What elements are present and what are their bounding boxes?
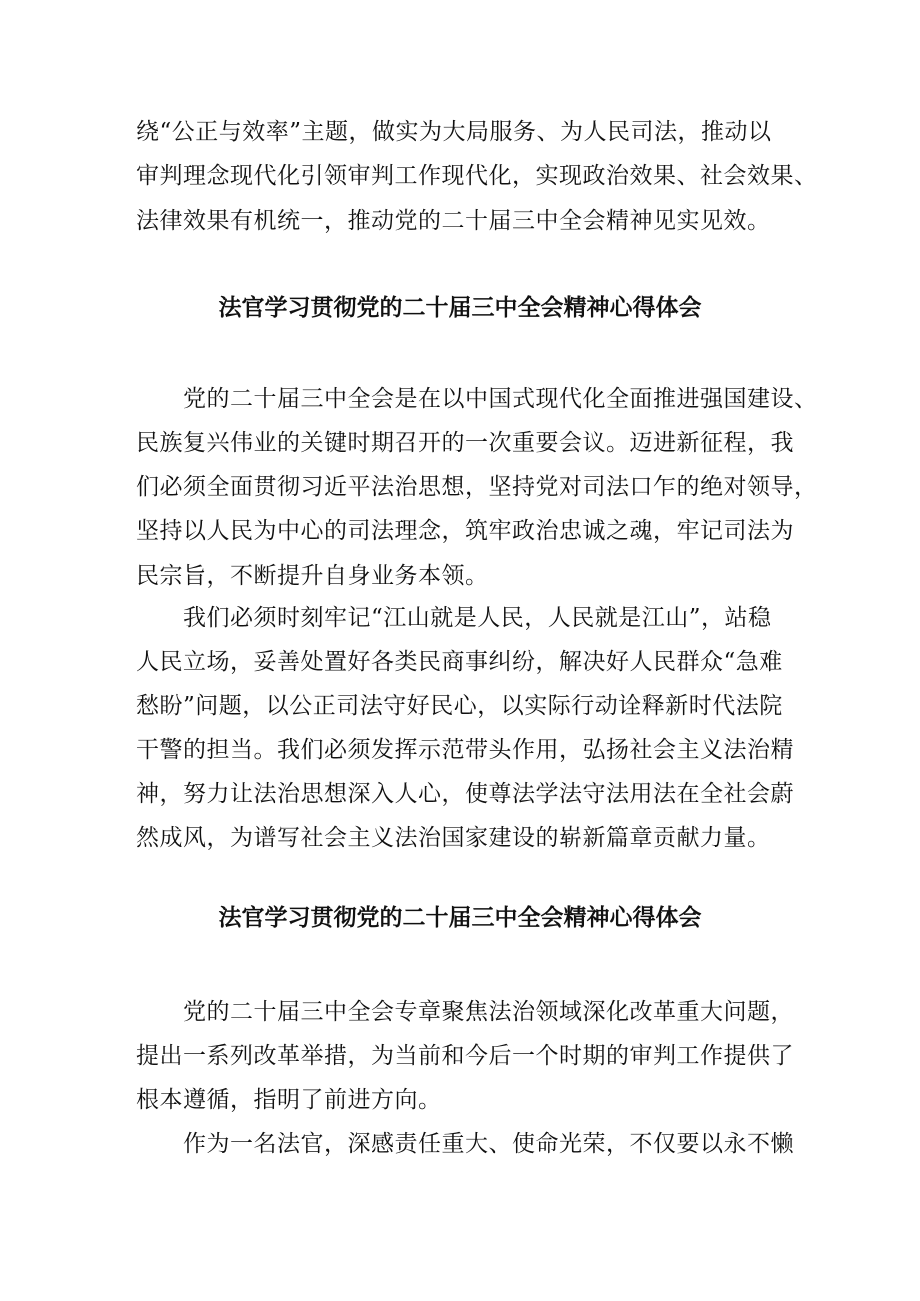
section-2-para-2-line-1: 作为一名法官，深感责任重大、使命光荣，不仅要以永不懒 [183, 1131, 794, 1157]
intro-line-2: 审判理念现代化引领审判工作现代化，实现政治效果、社会效果、 [136, 163, 818, 189]
section-1-para-2-line-5: 神，努力让法治思想深入人心，使尊法学法守法用法在全社会蔚 [136, 781, 794, 807]
section-1-title: 法官学习贯彻党的二十届三中全会精神心得体会 [218, 295, 702, 321]
section-2-para-1-line-3: 根本遵循，指明了前进方向。 [136, 1087, 442, 1113]
section-2-para-1-line-2: 提出一系列改革举措，为当前和今后一个时期的审判工作提供了 [136, 1043, 794, 1069]
intro-line-1: 绕“公正与效率”主题，做实为大局服务、为人民司法，推动以 [136, 119, 772, 145]
section-1-para-1-line-2: 民族复兴伟业的关键时期召开的一次重要会议。迈进新征程，我 [136, 430, 794, 456]
section-1-para-2-line-4: 干警的担当。我们必须发挥示范带头作用，弘扬社会主义法治精 [136, 737, 794, 763]
section-1-para-2-line-2: 人民立场，妥善处置好各类民商事纠纷，解决好人民群众“急难 [136, 649, 783, 675]
section-1-para-1-line-3: 们必须全面贯彻习近平法治思想，坚持党对司法口乍的绝对领导， [136, 474, 818, 500]
section-1-para-1-line-4: 坚持以人民为中心的司法理念，筑牢政治忠诚之魂，牢记司法为 [136, 518, 794, 544]
section-1-para-2-line-3: 愁盼”问题，以公正司法守好民心，以实际行动诠释新时代法院 [136, 693, 783, 719]
section-1-para-2-line-1: 我们必须时刻牢记“江山就是人民，人民就是江山”，站稳 [183, 605, 772, 631]
section-2-title: 法官学习贯彻党的二十届三中全会精神心得体会 [218, 905, 702, 931]
section-1-para-2-line-6: 然成风，为谱写社会主义法治国家建设的崭新篇章贡献力量。 [136, 825, 771, 851]
section-1-para-1-line-1: 党的二十届三中全会是在以中国式现代化全面推进强国建设、 [183, 386, 818, 412]
intro-line-3: 法律效果有机统一，推动党的二十届三中全会精神见实见效。 [136, 208, 771, 234]
section-1-para-1-line-5: 民宗旨，不断提升自身业务本领。 [136, 563, 489, 589]
section-2-para-1-line-1: 党的二十届三中全会专章聚焦法治领域深化改革重大问题， [183, 999, 794, 1025]
